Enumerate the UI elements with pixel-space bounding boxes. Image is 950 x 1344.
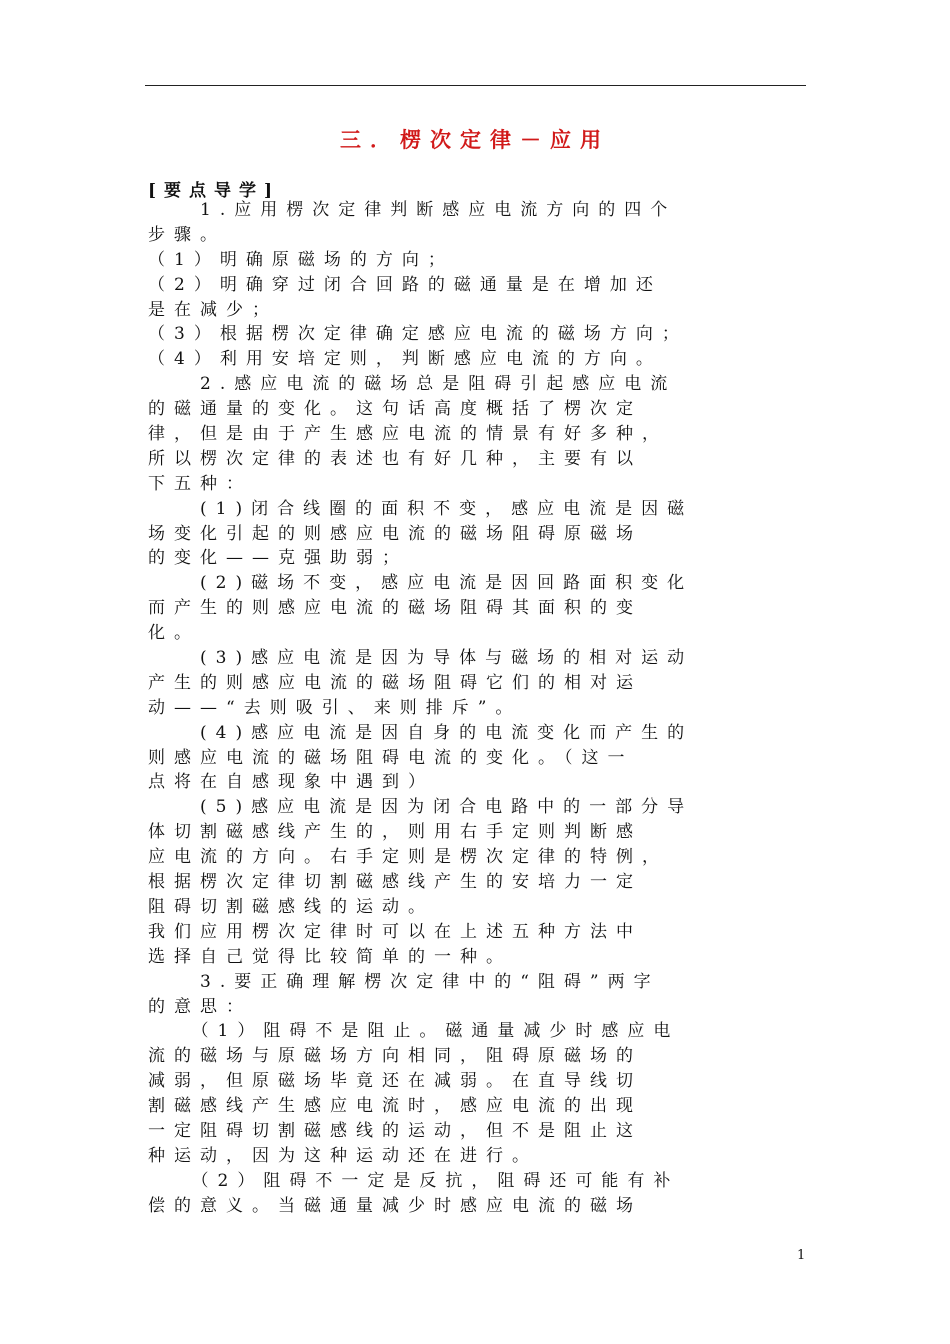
text-line: 动——“去则吸引、来则排斥”。: [148, 697, 522, 718]
text-line: （1）阻碍不是阻止。磁通量减少时感应电: [148, 1021, 680, 1042]
text-line: 选择自己觉得比较简单的一种。: [148, 946, 512, 967]
text-line: 产生的则感应电流的磁场阻碍它们的相对运: [148, 672, 642, 693]
text-line: 1.应用楞次定律判断感应电流方向的四个: [148, 200, 677, 220]
text-line: 化。: [148, 623, 200, 644]
text-line: 的意思：: [148, 996, 252, 1017]
text-line: (3)感应电流是因为导体与磁场的相对运动: [148, 648, 694, 669]
text-line: 场变化引起的则感应电流的磁场阻碍原磁场: [148, 523, 642, 544]
text-line: 是在减少；: [148, 299, 278, 320]
text-line: 割磁感线产生感应电流时，感应电流的出现: [148, 1096, 642, 1117]
body-text: [148, 198, 808, 1219]
header-rule: [145, 85, 806, 86]
text-line: 根据楞次定律切割磁感线产生的安培力一定: [148, 872, 642, 893]
text-line: 步骤。: [148, 224, 226, 245]
text-line: 阻碍切割磁感线的运动。: [148, 896, 434, 917]
text-line: （1）明确原磁场的方向；: [148, 249, 454, 270]
text-line: 应电流的方向。右手定则是楞次定律的特例，: [148, 847, 668, 868]
section-heading: [要点导学]: [148, 181, 281, 201]
text-line: 偿的意义。当磁通量减少时感应电流的磁场: [148, 1195, 642, 1216]
text-line: 则感应电流的磁场阻碍电流的变化。（这一: [148, 747, 634, 768]
text-line: 的磁通量的变化。这句话高度概括了楞次定: [148, 399, 642, 420]
text-line: 种运动，因为这种运动还在进行。: [148, 1145, 538, 1166]
text-line: 减弱，但原磁场毕竟还在减弱。在直导线切: [148, 1071, 642, 1092]
text-line: 2.感应电流的磁场总是阻碍引起感应电流: [148, 374, 677, 395]
text-line: 律，但是由于产生感应电流的情景有好多种，: [148, 424, 668, 445]
text-line: (1)闭合线圈的面积不变，感应电流是因磁: [148, 498, 694, 519]
text-line: 的变化——克强助弱；: [148, 548, 408, 569]
text-line: (5)感应电流是因为闭合电路中的一部分导: [148, 797, 694, 818]
text-line: 我们应用楞次定律时可以在上述五种方法中: [148, 921, 642, 942]
page-number: 1: [797, 1248, 806, 1263]
text-line: 而产生的则感应电流的磁场阻碍其面积的变: [148, 598, 642, 619]
text-line: (4)感应电流是因自身的电流变化而产生的: [148, 722, 694, 743]
text-line: （2）阻碍不一定是反抗，阻碍还可能有补: [148, 1170, 680, 1191]
page-title: 三．楞次定律－应用: [340, 127, 610, 152]
text-line: (2)磁场不变，感应电流是因回路面积变化: [148, 573, 694, 594]
text-line: 所以楞次定律的表述也有好几种，主要有以: [148, 448, 642, 469]
text-line: 体切割磁感线产生的，则用右手定则判断感: [148, 822, 642, 843]
text-line: 3.要正确理解楞次定律中的“阻碍”两字: [148, 971, 660, 992]
text-line: （3）根据楞次定律确定感应电流的磁场方向；: [148, 324, 688, 345]
text-line: （2）明确穿过闭合回路的磁通量是在增加还: [148, 274, 662, 295]
text-line: 点将在自感现象中遇到）: [148, 772, 434, 793]
text-line: （4）利用安培定则，判断感应电流的方向。: [148, 349, 662, 370]
text-line: 流的磁场与原磁场方向相同，阻碍原磁场的: [148, 1046, 642, 1067]
text-line: 一定阻碍切割磁感线的运动，但不是阻止这: [148, 1120, 642, 1141]
text-line: 下五种：: [148, 473, 252, 494]
